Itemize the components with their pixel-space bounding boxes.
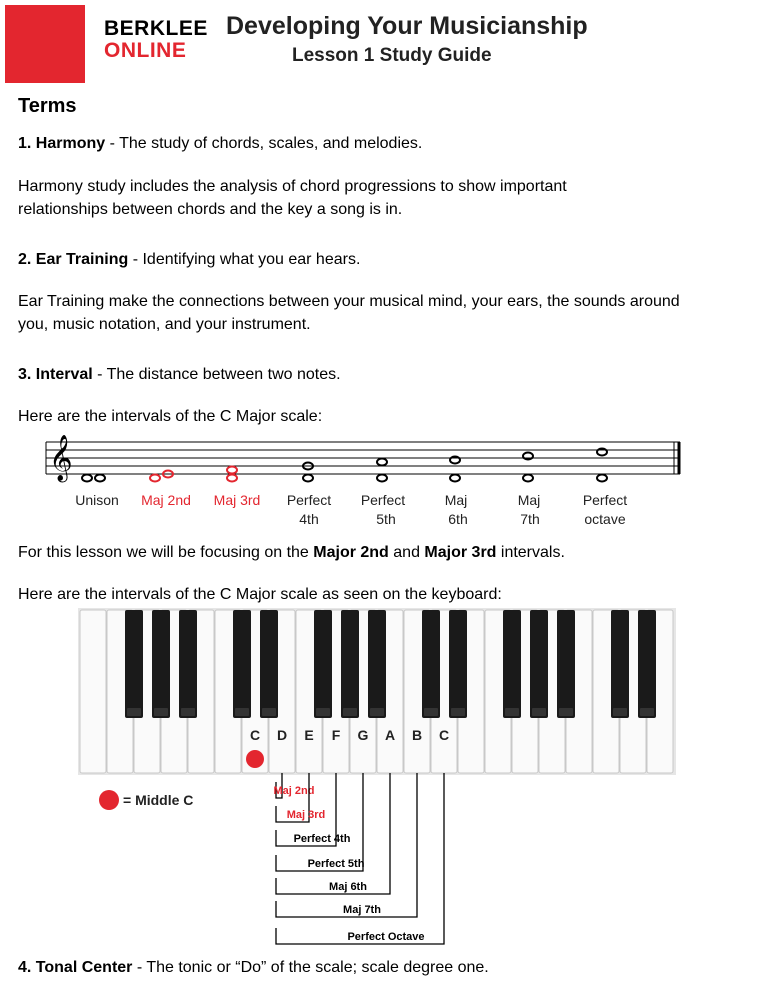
term-definition: - The tonic or “Do” of the scale; scale degree one.: [132, 959, 489, 976]
brand-line-2: ONLINE: [104, 39, 187, 62]
interval-caption-line1: Perfect: [582, 492, 628, 508]
black-key-edge: [343, 708, 357, 716]
black-key-edge: [127, 708, 141, 716]
term-definition: - Identifying what you ear hears.: [128, 251, 361, 268]
black-key: [638, 610, 656, 718]
interval-bracket-label: Maj 2nd: [273, 785, 315, 797]
black-key: [368, 610, 386, 718]
note-label: G: [357, 727, 369, 743]
black-key: [260, 610, 278, 718]
interval-caption-line1: Maj: [517, 492, 541, 508]
black-key-edge: [370, 708, 384, 716]
term-definition: - The distance between two notes.: [92, 366, 341, 383]
interval-caption-line1: Perfect: [286, 492, 332, 508]
page-subtitle: Lesson 1 Study Guide: [292, 45, 492, 66]
interval-bracket-label: Perfect 5th: [307, 858, 365, 870]
black-key: [179, 610, 197, 718]
black-key: [314, 610, 332, 718]
treble-clef-icon: 𝄞: [49, 435, 73, 481]
note-label: F: [331, 727, 341, 743]
interval-bracket-label: Perfect Octave: [347, 931, 425, 943]
term-definition: - The study of chords, scales, and melodies.: [105, 135, 423, 152]
black-key-edge: [505, 708, 519, 716]
black-key-edge: [262, 708, 276, 716]
black-key: [125, 610, 143, 718]
black-key: [503, 610, 521, 718]
brand-line-1: BERKLEE: [104, 17, 208, 40]
interval-bracket-label: Maj 6th: [329, 881, 367, 893]
black-key: [611, 610, 629, 718]
note-label: C: [438, 727, 450, 743]
black-key-edge: [640, 708, 654, 716]
interval-bracket-label: Perfect 4th: [293, 833, 351, 845]
black-key: [557, 610, 575, 718]
middle-c-dot: [246, 750, 264, 768]
keyboard-intro: Here are the intervals of the C Major scale as seen on the keyboard:: [18, 586, 502, 603]
focus-maj2: Major 2nd: [313, 544, 389, 561]
interval-caption-line2: 5th: [376, 511, 396, 527]
focus-maj3: Major 3rd: [424, 544, 497, 561]
focus-suffix: intervals.: [496, 544, 565, 561]
interval-caption-line1: Maj 3rd: [213, 492, 261, 508]
term-harmony-detail: Harmony study includes the analysis of chord progressions to show important relationships between chords and the key a song is in.: [18, 178, 567, 218]
black-key-edge: [613, 708, 627, 716]
interval-caption-line1: Maj 2nd: [141, 492, 191, 508]
focus-mid: and: [388, 544, 425, 561]
white-key: [80, 610, 106, 773]
interval-caption-line2: 4th: [299, 511, 319, 527]
interval-caption-line1: Maj: [444, 492, 468, 508]
section-heading: Terms: [18, 95, 77, 117]
interval-bracket-label: Maj 3rd: [286, 809, 326, 821]
intervals-intro: Here are the intervals of the C Major scale:: [18, 408, 323, 425]
interval-caption-line2: octave: [584, 511, 626, 527]
black-key-edge: [316, 708, 330, 716]
black-key: [152, 610, 170, 718]
legend-dot: [99, 790, 119, 810]
interval-caption-line1: Perfect: [360, 492, 406, 508]
term-ear-training-detail: Ear Training make the connections between your musical mind, your ears, the sounds around you, music notation, and your instrument.: [18, 293, 680, 333]
note-label: A: [384, 727, 396, 743]
black-key: [422, 610, 440, 718]
page-title: Developing Your Musicianship: [226, 12, 588, 40]
black-key-edge: [154, 708, 168, 716]
black-key-edge: [181, 708, 195, 716]
black-key-edge: [424, 708, 438, 716]
black-key: [341, 610, 359, 718]
term-label: 2. Ear Training: [18, 251, 129, 268]
term-label: 1. Harmony: [18, 135, 106, 152]
note-label: E: [304, 727, 314, 743]
term-label: 3. Interval: [18, 366, 93, 383]
black-key-edge: [451, 708, 465, 716]
legend-label: = Middle C: [123, 792, 194, 808]
black-key: [449, 610, 467, 718]
interval-bracket-label: Maj 7th: [343, 904, 381, 916]
term-label: 4. Tonal Center: [18, 959, 133, 976]
black-key-edge: [559, 708, 573, 716]
focus-prefix: For this lesson we will be focusing on the: [18, 544, 314, 561]
black-key: [233, 610, 251, 718]
interval-caption-line1: Unison: [75, 492, 119, 508]
term-tonal-center: [18, 956, 718, 979]
black-key: [530, 610, 548, 718]
black-key-edge: [532, 708, 546, 716]
note-label: D: [276, 727, 288, 743]
interval-caption-line2: 6th: [448, 511, 468, 527]
note-label: C: [249, 727, 261, 743]
black-key-edge: [235, 708, 249, 716]
interval-caption-line2: 7th: [520, 511, 540, 527]
note-label: B: [411, 727, 423, 743]
